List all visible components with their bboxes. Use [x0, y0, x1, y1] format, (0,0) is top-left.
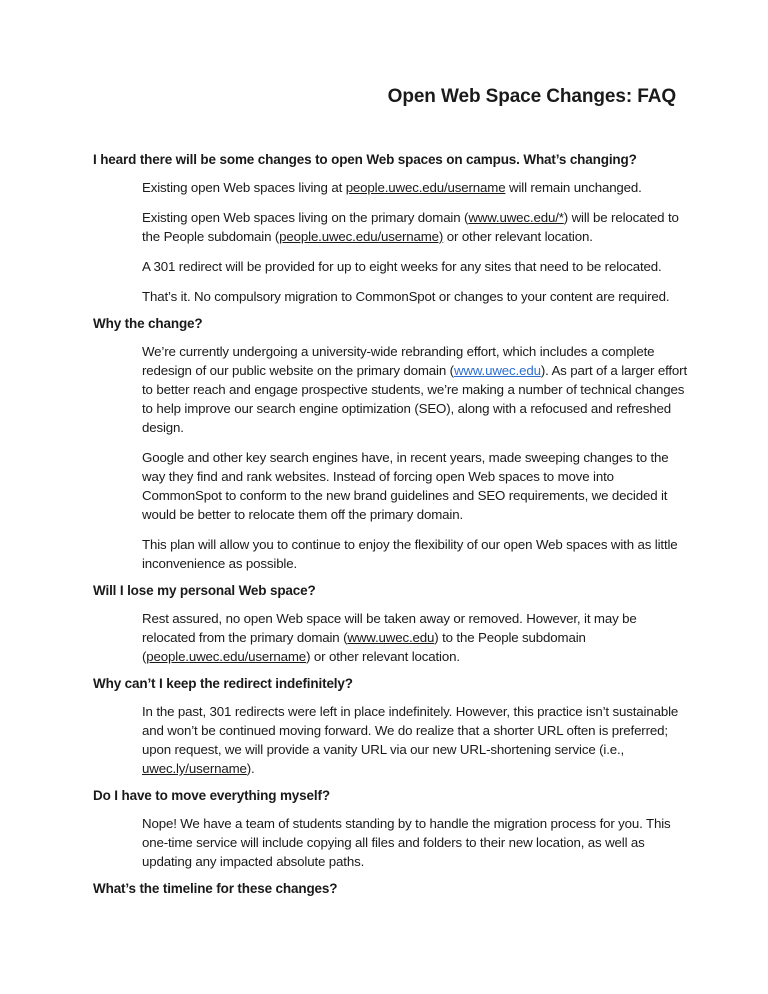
answer-text: ). — [246, 761, 255, 776]
faq-answer — [142, 702, 693, 778]
answer-paragraph — [142, 342, 693, 437]
faq-answer — [142, 609, 693, 666]
answer-paragraph: That’s it. No compulsory migration to CommonSpot or changes to your content are required. — [142, 289, 670, 304]
answer-paragraph: A 301 redirect will be provided for up to eight weeks for any sites that need to be relocated. — [142, 259, 662, 274]
answer-text: Rest assured, no open Web space will be taken away or removed. However, it may be relocated from the primary domain ( — [142, 611, 637, 645]
answer-text: or other relevant location. — [443, 229, 593, 244]
faq-question: Will I lose my personal Web space? — [93, 583, 316, 598]
answer-text: Existing open Web spaces living at — [142, 180, 346, 195]
faq-question: I heard there will be some changes to open Web spaces on campus. What’s changing? — [93, 152, 637, 167]
document-title: Open Web Space Changes: FAQ — [387, 86, 676, 107]
faq-question: Do I have to move everything myself? — [93, 788, 330, 803]
faq-section-whats-changing — [93, 150, 693, 306]
short-url-link[interactable]: uwec.ly/username — [142, 761, 247, 776]
faq-list — [93, 150, 693, 907]
answer-paragraph: Nope! We have a team of students standing by to handle the migration process for you. This one-time service will include copying all files and folders to their new location, as well as updating any impacted absolute paths. — [142, 816, 671, 869]
people-url-link[interactable]: people.uwec.edu/username — [345, 180, 506, 195]
people-url-link[interactable]: people.uwec.edu/username) — [279, 229, 444, 244]
answer-text: In the past, 301 redirects were left in place indefinitely. However, this practice isn’t sustainable and won’t be continued moving forward. We do realize that a shorter URL often is preferred; upon request, we will provide a vanity URL via our new URL-shortening service (i.e., — [142, 704, 679, 757]
faq-answer — [142, 178, 693, 306]
answer-paragraph — [142, 702, 693, 778]
answer-paragraph: Google and other key search engines have, in recent years, made sweeping changes to the way they find and rank websites. Instead of forcing open Web spaces to move into CommonSpot to conform to the new brand guidelines and SEO requirements, we decided it would be better to relocate them off the primary domain. — [142, 450, 669, 522]
answer-text: ) or other relevant location. — [306, 649, 460, 664]
answer-text: will remain unchanged. — [505, 180, 642, 195]
answer-paragraph — [142, 178, 693, 197]
answer-text: ) to the People subdomain ( — [142, 630, 586, 664]
answer-paragraph — [142, 609, 693, 666]
faq-section-move-myself — [93, 786, 693, 871]
people-url-link[interactable]: people.uwec.edu/username — [146, 649, 307, 664]
faq-answer — [142, 342, 693, 573]
uwec-home-link[interactable]: www.uwec.edu — [453, 363, 541, 378]
answer-text: ). As part of a larger effort to better reach and engage prospective students, we’re making a number of technical changes to help improve our search engine optimization (SEO), along with a refocused and refreshed design. — [142, 363, 688, 435]
faq-section-redirect — [93, 674, 693, 778]
answer-text: Existing open Web spaces living on the primary domain ( — [142, 210, 469, 225]
primary-domain-link[interactable]: www.uwec.edu/* — [468, 210, 564, 225]
faq-section-lose-space — [93, 581, 693, 666]
faq-question: Why can’t I keep the redirect indefinitely? — [93, 676, 353, 691]
answer-text: We’re currently undergoing a university-wide rebranding effort, which includes a complete redesign of our public website on the primary domain ( — [142, 344, 655, 378]
faq-section-timeline — [93, 879, 693, 898]
faq-answer — [142, 814, 693, 871]
answer-text: ) will be relocated to the People subdomain ( — [142, 210, 679, 244]
faq-question: Why the change? — [93, 316, 203, 331]
answer-paragraph — [142, 208, 693, 246]
primary-domain-link[interactable]: www.uwec.edu — [347, 630, 435, 645]
faq-question: What’s the timeline for these changes? — [93, 881, 338, 896]
answer-paragraph: This plan will allow you to continue to enjoy the flexibility of our open Web spaces with as little inconvenience as possible. — [142, 537, 678, 571]
faq-section-why-change — [93, 314, 693, 573]
